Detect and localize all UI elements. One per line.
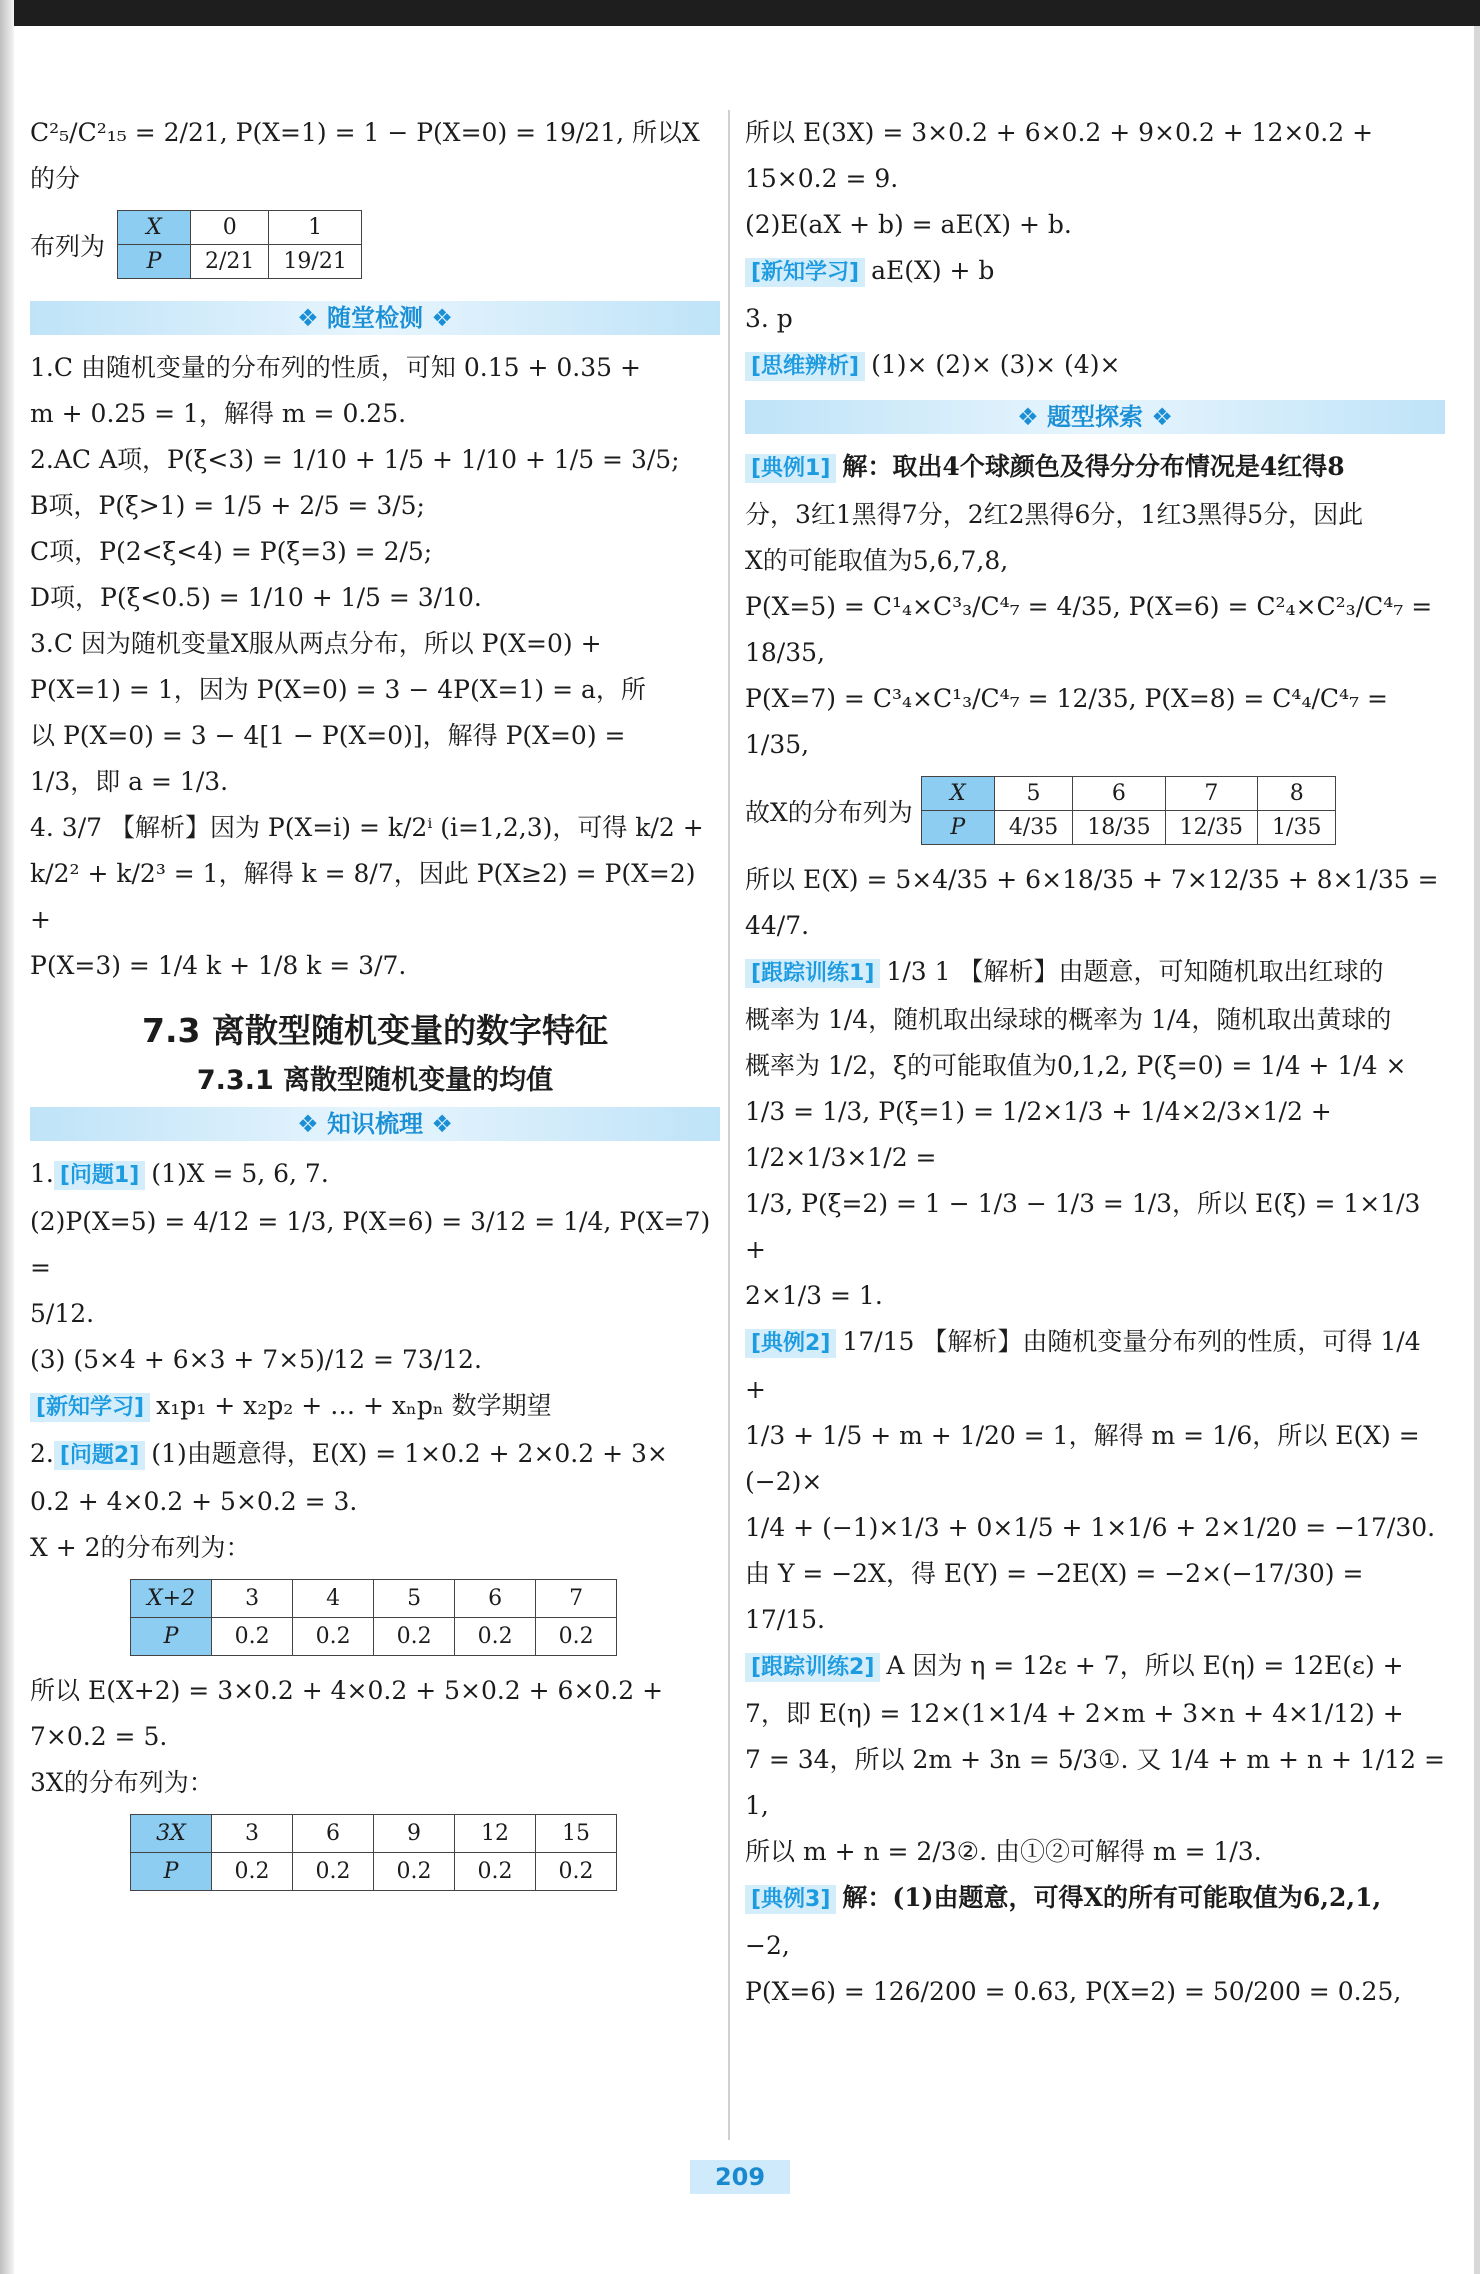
table-cell-probability: 0.2 — [293, 1853, 374, 1891]
answer-2-line-1: 2.AC A项，P(ξ<3) = 1/10 + 1/5 + 1/10 + 1/5 = 3/5; — [30, 445, 680, 474]
distribution-table-x — [117, 210, 362, 279]
section-banner-practice: ❖ 随堂检测 ❖ — [30, 301, 720, 335]
tag-question-2: [问题2] — [54, 1441, 145, 1470]
table-cell-value: 1 — [269, 211, 361, 245]
subsection-heading: 7.3.1 离散型随机变量的均值 — [196, 1065, 554, 1096]
example-2-line-4: 由 Y = −2X，得 E(Y) = −2E(X) = −2×(−17/30) = 17/15. — [745, 1559, 1364, 1634]
left-column — [30, 110, 720, 1903]
answer-3-line-4: 1/3，即 a = 1/3. — [30, 767, 229, 796]
table-cell-probability: 0.2 — [293, 1618, 374, 1656]
distribution-table-example-1 — [921, 776, 1337, 845]
answer-4-line-2: k/2² + k/2³ = 1，解得 k = 8/7，因此 P(X≥2) = P(X=2) + — [30, 859, 696, 934]
training-1-line-5: 1/3, P(ξ=2) = 1 − 1/3 − 1/3 = 1/3，所以 E(ξ) = 1×1/3 + — [745, 1189, 1421, 1264]
table-header-value: X — [921, 777, 994, 811]
example-3-line-2: −2, — [745, 1931, 790, 1960]
example-1-line-4: P(X=5) = C¹₄×C³₃/C⁴₇ = 4/35, P(X=6) = C²₄×C²₃/C⁴₇ = 18/35, — [745, 592, 1433, 667]
example-2-line-3: 1/4 + (−1)×1/3 + 0×1/5 + 1×1/6 + 2×1/20 = −17/30. — [745, 1513, 1436, 1542]
table-cell-probability: 0.2 — [455, 1618, 536, 1656]
answer-4-line-1: 4. 3/7 【解析】因为 P(X=i) = k/2ⁱ (i=1,2,3)，可得 k/2 + — [30, 813, 704, 842]
example-1-line-7: 所以 E(X) = 5×4/35 + 6×18/35 + 7×12/35 + 8×1/35 = 44/7. — [745, 865, 1439, 940]
knowledge-1-line-4: (3) (5×4 + 6×3 + 7×5)/12 = 73/12. — [30, 1345, 482, 1374]
right-column — [745, 110, 1445, 2015]
table-cell-value: 9 — [374, 1815, 455, 1853]
table-header-value: X — [118, 211, 191, 245]
knowledge-2-line-5: 7×0.2 = 5. — [30, 1722, 168, 1751]
intro-distribution — [30, 202, 720, 291]
example-1-line-6: 故X的分布列为 — [745, 797, 913, 827]
table-cell-probability: 0.2 — [212, 1853, 293, 1891]
table-cell-value: 3 — [212, 1815, 293, 1853]
scan-right-edge — [1474, 26, 1480, 2274]
table-cell-probability: 0.2 — [536, 1618, 617, 1656]
table-cell-value: 4 — [293, 1580, 374, 1618]
answer-3-line-3: 以 P(X=0) = 3 − 4[1 − P(X=0)]，解得 P(X=0) = — [30, 721, 626, 750]
table-cell-value: 12 — [455, 1815, 536, 1853]
example-1-distribution — [745, 768, 1445, 857]
training-2-line-4: 所以 m + n = 2/3②. 由①②可解得 m = 1/3. — [745, 1837, 1262, 1866]
right-line-5: 3. p — [745, 304, 793, 333]
table-cell-probability: 0.2 — [374, 1618, 455, 1656]
table-cell-value: 5 — [374, 1580, 455, 1618]
table-cell-value: 7 — [1165, 777, 1257, 811]
table-cell-probability: 0.2 — [374, 1853, 455, 1891]
tag-example-3: [典例3] — [745, 1885, 836, 1914]
answer-1-line-1: 1.C 由随机变量的分布列的性质，可知 0.15 + 0.35 + — [30, 353, 641, 382]
table-cell-value: 7 — [536, 1580, 617, 1618]
knowledge-2-line-2: 0.2 + 4×0.2 + 5×0.2 = 3. — [30, 1487, 358, 1516]
section-banner-explore: ❖ 题型探索 ❖ — [745, 400, 1445, 434]
table-header-probability: P — [131, 1853, 212, 1891]
right-line-1: 所以 E(3X) = 3×0.2 + 6×0.2 + 9×0.2 + 12×0.2 + — [745, 118, 1374, 147]
tag-thinking: [思维辨析] — [745, 352, 865, 381]
training-1-line-1: [跟踪训练1] 1/3 1 【解析】由题意，可知随机取出红球的 — [745, 949, 1445, 997]
distribution-table-x-plus-2 — [130, 1579, 617, 1656]
training-1-line-3: 概率为 1/2，ξ的可能取值为0,1,2, P(ξ=0) = 1/4 + 1/4 × — [745, 1051, 1407, 1080]
knowledge-2-line-4: 所以 E(X+2) = 3×0.2 + 4×0.2 + 5×0.2 + 6×0.2 + — [30, 1676, 664, 1705]
knowledge-1-line-3: 5/12. — [30, 1299, 95, 1328]
example-2-line-2: 1/3 + 1/5 + m + 1/20 = 1，解得 m = 1/6，所以 E(X) = (−2)× — [745, 1421, 1420, 1496]
table-cell-probability: 0.2 — [536, 1853, 617, 1891]
table-header-probability: P — [131, 1618, 212, 1656]
answer-4-line-3: P(X=3) = 1/4 k + 1/8 k = 3/7. — [30, 951, 407, 980]
table-cell-value: 6 — [1073, 777, 1165, 811]
table-cell-probability: 4/35 — [994, 811, 1072, 845]
training-2-line-3: 7 = 34，所以 2m + 3n = 5/3①. 又 1/4 + m + n + 1/12 = 1, — [745, 1745, 1445, 1820]
intro-line-1: C²₅/C²₁₅ = 2/21, P(X=1) = 1 − P(X=0) = 19/21, 所以X的分 — [30, 118, 700, 193]
training-1-line-6: 2×1/3 = 1. — [745, 1281, 883, 1310]
section-banner-knowledge: ❖ 知识梳理 ❖ — [30, 1107, 720, 1141]
knowledge-1-line-2: (2)P(X=5) = 4/12 = 1/3, P(X=6) = 3/12 = 1/4, P(X=7) = — [30, 1207, 711, 1282]
example-1-line-3: X的可能取值为5,6,7,8, — [745, 546, 1009, 575]
table-cell-probability: 12/35 — [1165, 811, 1257, 845]
answer-2-line-3: C项，P(2<ξ<4) = P(ξ=3) = 2/5; — [30, 537, 433, 566]
training-2-line-2: 7，即 E(η) = 12×(1×1/4 + 2×m + 3×n + 4×1/12) + — [745, 1699, 1404, 1728]
example-1-line-2: 分，3红1黑得7分，2红2黑得6分，1红3黑得5分，因此 — [745, 500, 1364, 529]
table-header-value: X+2 — [131, 1580, 212, 1618]
right-line-3: (2)E(aX + b) = aE(X) + b. — [745, 210, 1072, 239]
right-line-2: 15×0.2 = 9. — [745, 164, 899, 193]
table-header-probability: P — [921, 811, 994, 845]
distribution-table-3x — [130, 1814, 617, 1891]
tag-training-2: [跟踪训练2] — [745, 1653, 880, 1682]
right-new-learning: [新知学习] aE(X) + b — [745, 248, 1445, 296]
tag-new-learning-2: [新知学习] — [745, 258, 865, 287]
table-cell-value: 6 — [293, 1815, 374, 1853]
answer-3-line-1: 3.C 因为随机变量X服从两点分布，所以 P(X=0) + — [30, 629, 602, 658]
example-3-line-1: [典例3] 解：(1)由题意，可得X的所有可能取值为6,2,1, — [745, 1875, 1445, 1923]
answer-3-line-2: P(X=1) = 1，因为 P(X=0) = 3 − 4P(X=1) = a，所 — [30, 675, 646, 704]
table-cell-value: 5 — [994, 777, 1072, 811]
knowledge-1-line-1: 1. [问题1] (1)X = 5, 6, 7. — [30, 1159, 329, 1188]
knowledge-2-line-3: X + 2的分布列为： — [30, 1533, 251, 1562]
example-1-line-5: P(X=7) = C³₄×C¹₃/C⁴₇ = 12/35, P(X=8) = C⁴₄/C⁴₇ = 1/35, — [745, 684, 1388, 759]
table-cell-value: 8 — [1258, 777, 1336, 811]
table-cell-probability: 1/35 — [1258, 811, 1336, 845]
page-number: 209 — [690, 2160, 790, 2194]
table-header-value: 3X — [131, 1815, 212, 1853]
table-cell-value: 3 — [212, 1580, 293, 1618]
scan-left-edge — [0, 0, 14, 2274]
intro-line-2: 布列为 — [30, 231, 106, 261]
tag-question-1: [问题1] — [54, 1161, 145, 1190]
section-heading: 7.3 离散型随机变量的数字特征 — [142, 1011, 608, 1050]
training-1-line-2: 概率为 1/4，随机取出绿球的概率为 1/4，随机取出黄球的 — [745, 1005, 1392, 1034]
table-cell-value: 15 — [536, 1815, 617, 1853]
example-2-line-1: [典例2] 17/15 【解析】由随机变量分布列的性质，可得 1/4 + — [745, 1327, 1421, 1404]
table-cell-value: 0 — [191, 211, 269, 245]
table-cell-value: 6 — [455, 1580, 536, 1618]
tag-example-2: [典例2] — [745, 1329, 836, 1358]
table-header-probability: P — [118, 245, 191, 279]
table-cell-probability: 0.2 — [455, 1853, 536, 1891]
table-cell-probability: 2/21 — [191, 245, 269, 279]
table-cell-probability: 18/35 — [1073, 811, 1165, 845]
training-1-line-4: 1/3 = 1/3, P(ξ=1) = 1/2×1/3 + 1/4×2/3×1/2 + 1/2×1/3×1/2 = — [745, 1097, 1332, 1172]
knowledge-2-line-1: 2. [问题2] (1)由题意得，E(X) = 1×0.2 + 2×0.2 + 3× — [30, 1439, 668, 1468]
table-cell-probability: 0.2 — [212, 1618, 293, 1656]
example-1-line-1: [典例1] 解：取出4个球颜色及得分分布情况是4红得8 — [745, 444, 1445, 492]
answer-1-line-2: m + 0.25 = 1，解得 m = 0.25. — [30, 399, 407, 428]
answer-2-line-4: D项，P(ξ<0.5) = 1/10 + 1/5 = 3/10. — [30, 583, 482, 612]
answer-2-line-2: B项，P(ξ>1) = 1/5 + 2/5 = 3/5; — [30, 491, 425, 520]
training-2-line-1: [跟踪训练2] A 因为 η = 12ε + 7，所以 E(η) = 12E(ε) + — [745, 1643, 1445, 1691]
knowledge-2-line-6: 3X的分布列为： — [30, 1768, 214, 1797]
tag-example-1: [典例1] — [745, 454, 836, 483]
tag-training-1: [跟踪训练1] — [745, 959, 880, 988]
table-cell-probability: 19/21 — [269, 245, 361, 279]
scan-top-border — [0, 0, 1480, 26]
tag-new-learning: [新知学习] — [30, 1393, 150, 1422]
knowledge-new-learning: [新知学习] x₁p₁ + x₂p₂ + … + xₙpₙ 数学期望 — [30, 1383, 720, 1431]
right-thinking: [思维辨析] (1)× (2)× (3)× (4)× — [745, 342, 1445, 390]
example-3-line-3: P(X=6) = 126/200 = 0.63, P(X=2) = 50/200 = 0.25, — [745, 1977, 1402, 2006]
column-divider — [728, 110, 730, 2140]
